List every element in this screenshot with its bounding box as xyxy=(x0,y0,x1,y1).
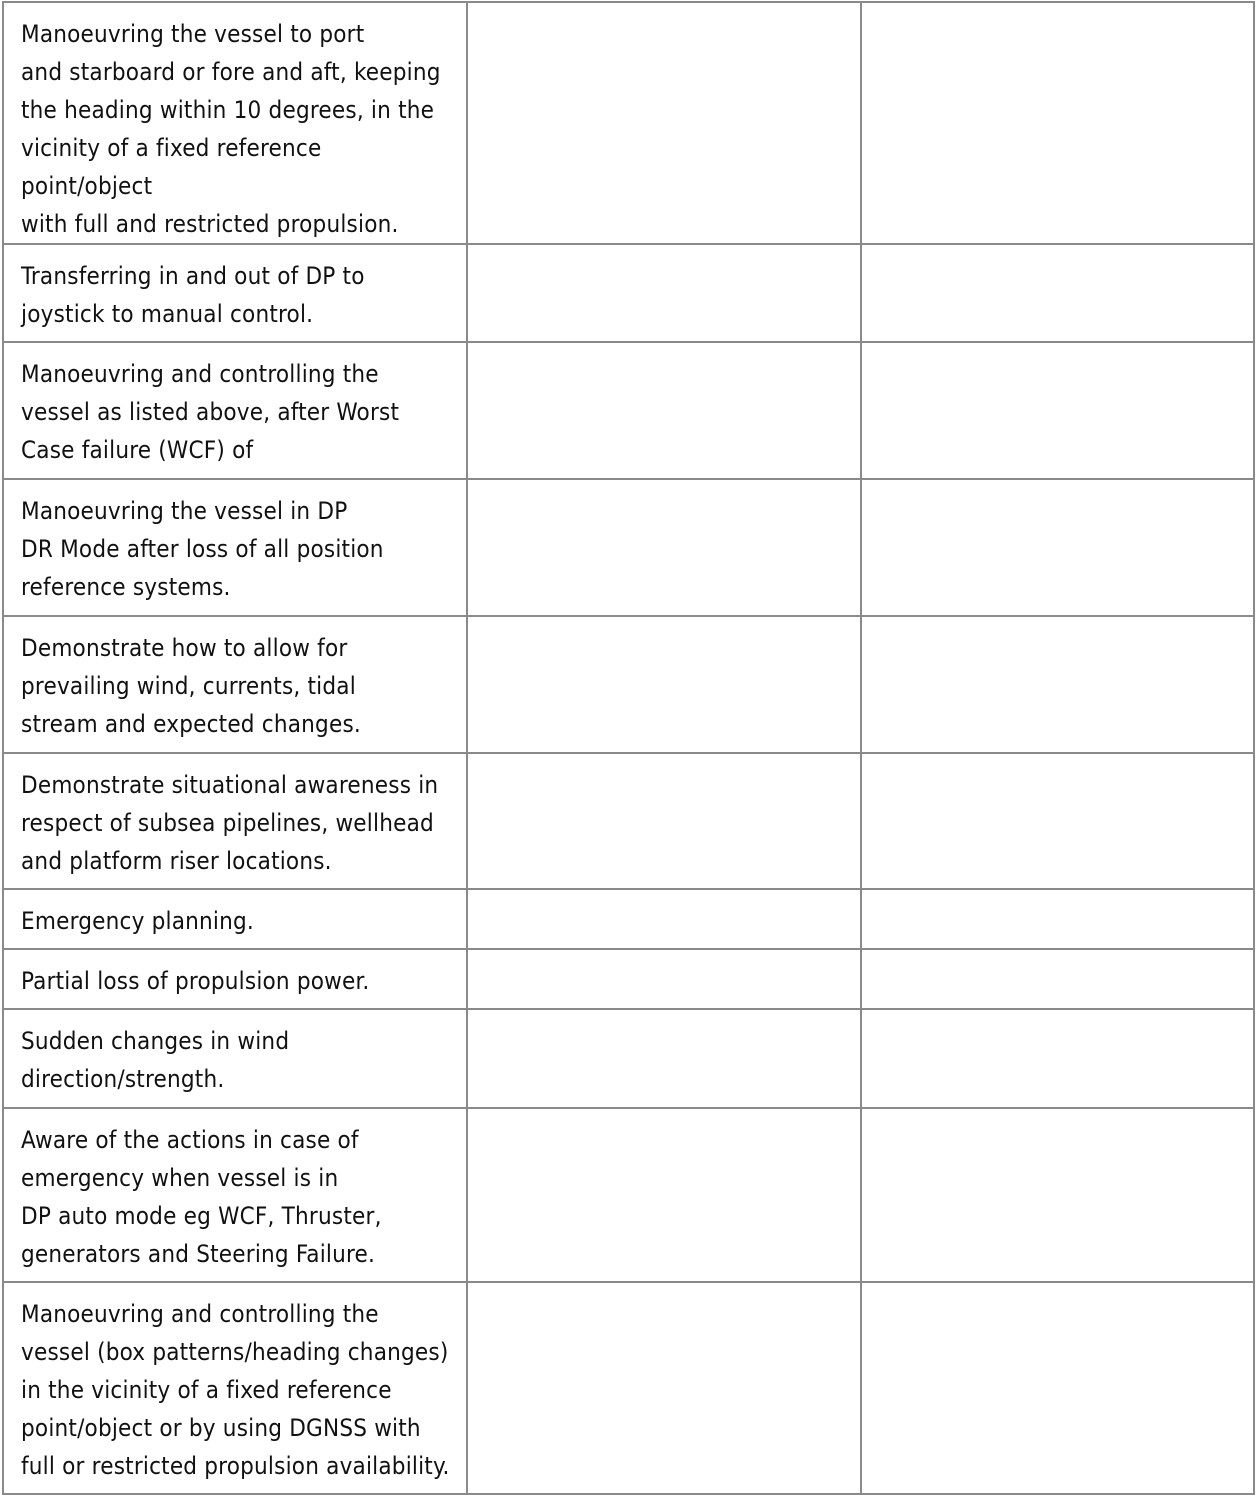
task-description-cell xyxy=(3,889,467,949)
signature-cell[interactable] xyxy=(861,244,1254,342)
signature-cell[interactable] xyxy=(861,479,1254,616)
table-row xyxy=(3,753,1254,889)
signature-cell[interactable] xyxy=(861,753,1254,889)
table-row xyxy=(3,244,1254,342)
signature-cell[interactable] xyxy=(861,1108,1254,1282)
task-description: Transferring in and out of DP to joystick to manual control. xyxy=(21,262,365,328)
signature-cell[interactable] xyxy=(861,889,1254,949)
table-row xyxy=(3,889,1254,949)
task-description: Emergency planning. xyxy=(21,907,254,935)
task-description-cell xyxy=(3,949,467,1009)
table-row xyxy=(3,949,1254,1009)
assessment-cell[interactable] xyxy=(467,889,861,949)
task-description-cell xyxy=(3,2,467,244)
task-description: Manoeuvring the vessel in DP DR Mode after loss of all position reference systems. xyxy=(21,497,384,601)
assessment-cell[interactable] xyxy=(467,342,861,479)
assessment-cell[interactable] xyxy=(467,1282,861,1494)
task-description: Manoeuvring and controlling the vessel as listed above, after Worst Case failure (WCF) of xyxy=(21,360,400,464)
task-description-cell xyxy=(3,1282,467,1494)
task-description: Partial loss of propulsion power. xyxy=(21,967,370,995)
table-row xyxy=(3,616,1254,753)
table-row xyxy=(3,1108,1254,1282)
task-description-cell xyxy=(3,1108,467,1282)
assessment-cell[interactable] xyxy=(467,753,861,889)
signature-cell[interactable] xyxy=(861,616,1254,753)
task-description-cell xyxy=(3,244,467,342)
task-description-cell xyxy=(3,342,467,479)
task-assessment-table xyxy=(2,1,1255,1495)
assessment-cell[interactable] xyxy=(467,1009,861,1108)
task-description-cell xyxy=(3,479,467,616)
assessment-cell[interactable] xyxy=(467,2,861,244)
signature-cell[interactable] xyxy=(861,1009,1254,1108)
task-description: Demonstrate situational awareness in respect of subsea pipelines, wellhead and platform riser locations. xyxy=(21,771,439,875)
signature-cell[interactable] xyxy=(861,1282,1254,1494)
table-row xyxy=(3,342,1254,479)
assessment-cell[interactable] xyxy=(467,616,861,753)
task-description-cell xyxy=(3,616,467,753)
task-description: Sudden changes in wind direction/strength. xyxy=(21,1027,290,1093)
assessment-cell[interactable] xyxy=(467,949,861,1009)
task-description-cell xyxy=(3,753,467,889)
task-description: Manoeuvring the vessel to port and starboard or fore and aft, keeping the heading within 10 degrees, in the vicinity of a fixed reference point/object with full and restricted propulsion. xyxy=(21,20,441,238)
table-row xyxy=(3,479,1254,616)
task-description: Demonstrate how to allow for prevailing wind, currents, tidal stream and expected changes. xyxy=(21,634,361,738)
task-description-cell xyxy=(3,1009,467,1108)
table-row xyxy=(3,1282,1254,1494)
assessment-cell[interactable] xyxy=(467,479,861,616)
assessment-cell[interactable] xyxy=(467,1108,861,1282)
assessment-cell[interactable] xyxy=(467,244,861,342)
task-description: Aware of the actions in case of emergency when vessel is in DP auto mode eg WCF, Thruster, generators and Steering Failure. xyxy=(21,1126,382,1268)
table-row xyxy=(3,1009,1254,1108)
signature-cell[interactable] xyxy=(861,949,1254,1009)
signature-cell[interactable] xyxy=(861,2,1254,244)
signature-cell[interactable] xyxy=(861,342,1254,479)
table-row xyxy=(3,2,1254,244)
task-description: Manoeuvring and controlling the vessel (box patterns/heading changes) in the vicinity of a fixed reference point/object or by using DGNSS with full or restricted propulsion availability. xyxy=(21,1300,450,1480)
